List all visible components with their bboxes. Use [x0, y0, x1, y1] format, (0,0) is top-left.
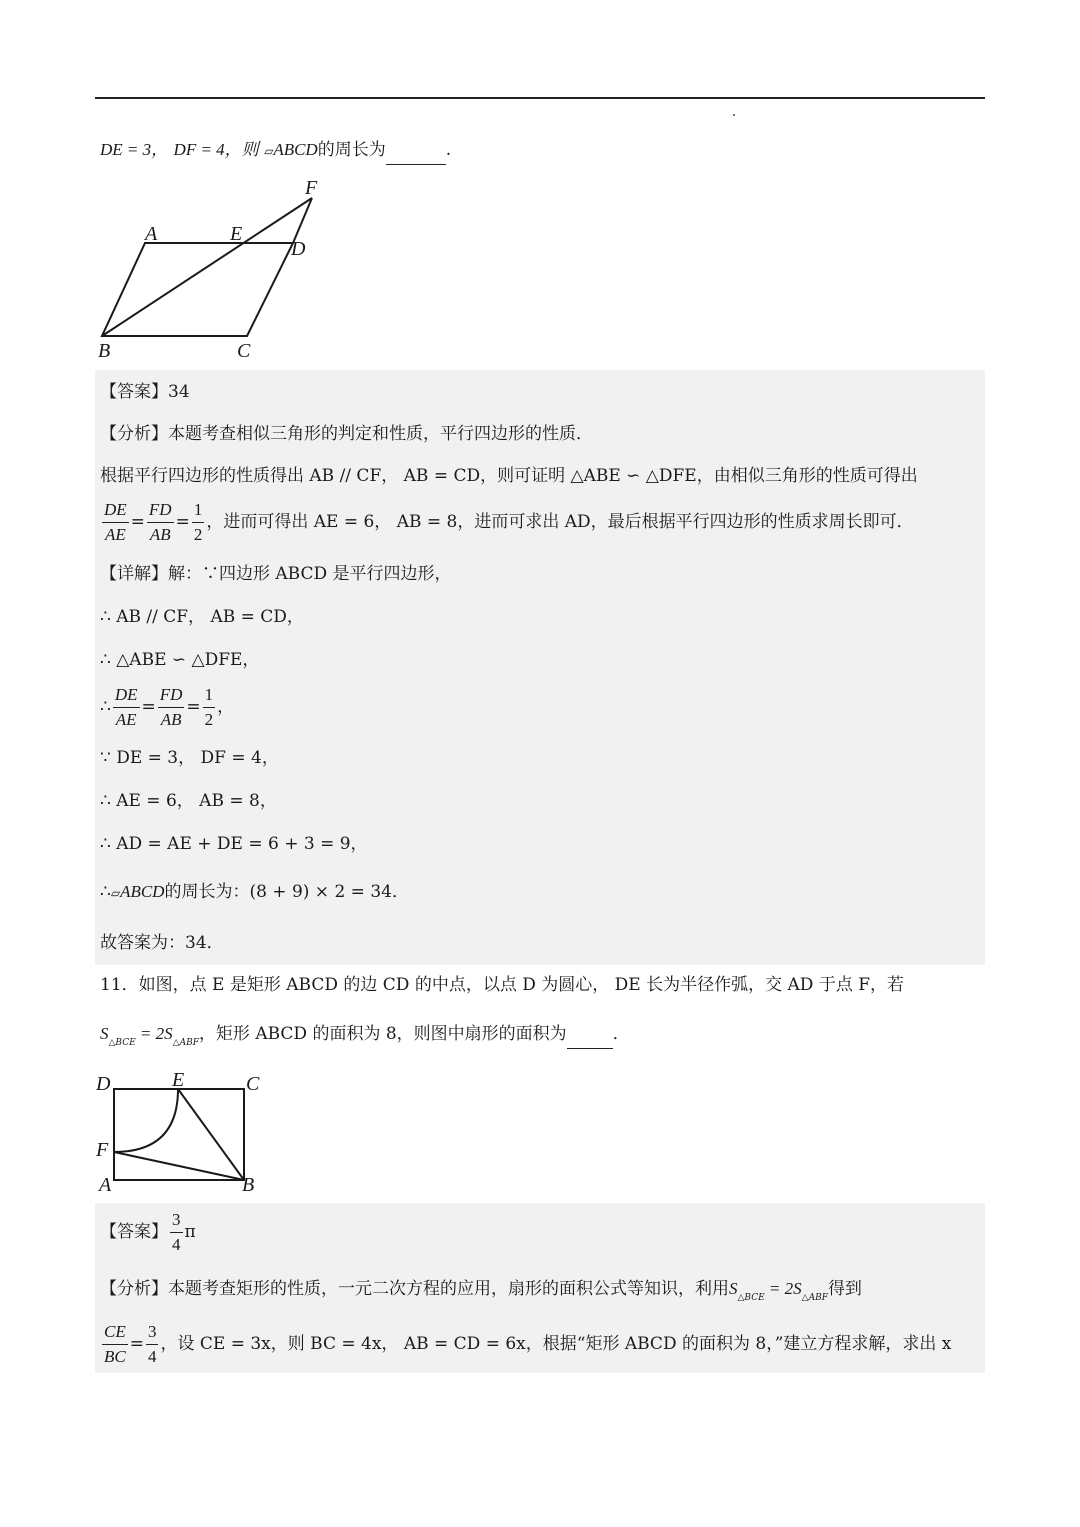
q10-end: . — [445, 140, 452, 160]
answer-10 — [100, 380, 190, 404]
label-b2: B — [242, 1174, 255, 1196]
label-a2: A — [99, 1174, 112, 1196]
ce-bc-frac: $\frac{CE}{BC}$ — [104, 1322, 126, 1366]
analysis-11 — [100, 1277, 862, 1310]
answer-value: 34 — [168, 382, 190, 402]
analysis-tag-11: 【分析】 — [100, 1279, 168, 1299]
s2-sub-2: △ABF — [801, 1293, 828, 1303]
step-3: ∴ $\frac{DE}{AE}$ = $\frac{FD}{AB}$ = $\frac{1}{2}$ ， — [100, 683, 234, 732]
analysis-tag: 【分析】 — [100, 424, 168, 444]
step3-frac-2: $\frac{FD}{AB}$ — [159, 685, 183, 729]
q11-line-1: 11．如图，点 E 是矩形 ABCD 的边 CD 的中点，以点 D 为圆心， DE 长为半径作弧，交 AD 于点 F，若 — [100, 975, 905, 995]
basis-line: 根据平行四边形的性质得出 AB // CF， AB = CD，则可证明 △ABE ∽ △DFE，由相似三角形的性质可得出 — [100, 466, 918, 486]
q10-line — [100, 138, 451, 165]
segment-eb — [178, 1089, 244, 1180]
answer-blank-11 — [567, 1024, 613, 1049]
header-rule — [95, 97, 985, 99]
answer-blank — [386, 140, 446, 165]
answer-tag-11: 【答案】 — [100, 1222, 168, 1242]
answer-11 — [100, 1208, 196, 1257]
step-5: ∴ AE = 6， AB = 8， — [100, 791, 277, 811]
answer-tag: 【答案】 — [100, 382, 168, 402]
label-b: B — [98, 340, 111, 362]
label-a: A — [145, 223, 158, 245]
step7-expr: (8 + 9) × 2 = 34 — [249, 882, 392, 902]
parallelogram-shape — [102, 243, 293, 336]
rectangle-figure — [94, 1068, 274, 1198]
label-c2: C — [246, 1073, 260, 1095]
header-dot — [733, 114, 735, 116]
q10-de: DE = 3， — [100, 140, 169, 159]
step-6: ∴ AD = AE + DE = 6 + 3 = 9， — [100, 834, 368, 854]
analysis-text-11: 本题考查矩形的性质，一元二次方程的应用，扇形的面积公式等知识，利用 — [168, 1279, 729, 1299]
detail-tag: 【详解】 — [100, 564, 168, 584]
analysis-text: 本题考查相似三角形的判定和性质，平行四边形的性质． — [168, 424, 593, 444]
step7-mid: 的周长为： — [164, 882, 250, 902]
q11-tail: ，矩形 ABCD 的面积为 8，则图中扇形的面积为 — [198, 1024, 567, 1044]
therefore-symbol-2: ∴ — [100, 882, 111, 902]
s-symbol-2: S — [729, 1279, 738, 1298]
step7-para: ABCD — [120, 882, 165, 901]
label-d: D — [291, 238, 306, 260]
analysis-10 — [100, 422, 593, 446]
ratio-frac-3: $\frac{1}{2}$ — [193, 500, 203, 544]
parallelogram-icon: ▱ — [264, 144, 274, 158]
conclusion-10: 故答案为：34． — [100, 933, 224, 953]
label-d2: D — [96, 1073, 111, 1095]
label-f2: F — [96, 1139, 109, 1161]
frac-eq: = — [129, 1334, 144, 1354]
s2-sub: △ABF — [172, 1038, 199, 1048]
q11-eq: = 2S — [135, 1024, 173, 1043]
ratio-frac-1: $\frac{DE}{AE}$ — [104, 500, 127, 544]
step-1: ∴ AB // CF， AB = CD， — [100, 607, 304, 627]
ratio-line: $\frac{DE}{AE}$ = $\frac{FD}{AB}$ = $\frac{1}{2}$ ，进而可得出 AE = 6， AB = 8，进而可求出 AD，最后根据平行四边形的性质求周长即可． — [100, 498, 914, 547]
detail-text: 解：∵四边形 ABCD 是平行四边形， — [168, 564, 452, 584]
label-c: C — [237, 340, 251, 362]
q10-df: DF = 4，则 — [173, 140, 259, 159]
analysis-11-tail: ，设 CE = 3x，则 BC = 4x， AB = CD = 6x，根据“矩形 ABCD 的面积为 8，”建立方程求解，求出 x — [160, 1334, 952, 1354]
step7-end: ． — [391, 882, 409, 902]
three-quarters-frac: $\frac{3}{4}$ — [147, 1322, 157, 1366]
ratio-tail: ，进而可得出 AE = 6， AB = 8，进而可求出 AD，最后根据平行四边形的性质求周长即可． — [206, 512, 914, 532]
sector-arc — [114, 1089, 178, 1152]
label-e2: E — [172, 1069, 185, 1091]
pi-symbol: π — [184, 1222, 196, 1242]
step-4: ∵ DE = 3， DF = 4， — [100, 748, 279, 768]
s1-sub-2: △BCE — [737, 1293, 765, 1303]
a11-eq: = 2S — [764, 1279, 802, 1298]
label-f: F — [305, 177, 318, 199]
step-7 — [100, 880, 409, 905]
q11-end: ． — [612, 1024, 630, 1044]
answer-frac: $\frac{3}{4}$ — [172, 1210, 181, 1254]
step3-frac-1: $\frac{DE}{AE}$ — [114, 685, 138, 729]
parallelogram-figure — [90, 172, 340, 367]
segment-fb — [114, 1152, 244, 1180]
step3-tail: ， — [217, 697, 235, 717]
q10-tail: 的周长为 — [317, 140, 386, 160]
label-e: E — [230, 223, 243, 245]
s1-sub: △BCE — [108, 1038, 136, 1048]
q11-line-2 — [100, 1022, 630, 1055]
parallelogram-icon: ▱ — [110, 886, 121, 900]
detail-10 — [100, 562, 452, 586]
step3-frac-3: $\frac{1}{2}$ — [204, 685, 214, 729]
analysis-tail-11: 得到 — [827, 1279, 862, 1299]
analysis-11-line-2 — [100, 1320, 951, 1369]
ratio-frac-2: $\frac{FD}{AB}$ — [148, 500, 172, 544]
q10-para: ABCD — [273, 140, 318, 159]
s-symbol: S — [100, 1024, 109, 1043]
therefore-symbol: ∴ — [100, 697, 111, 717]
step-2: ∴ △ABE ∽ △DFE， — [100, 650, 260, 670]
